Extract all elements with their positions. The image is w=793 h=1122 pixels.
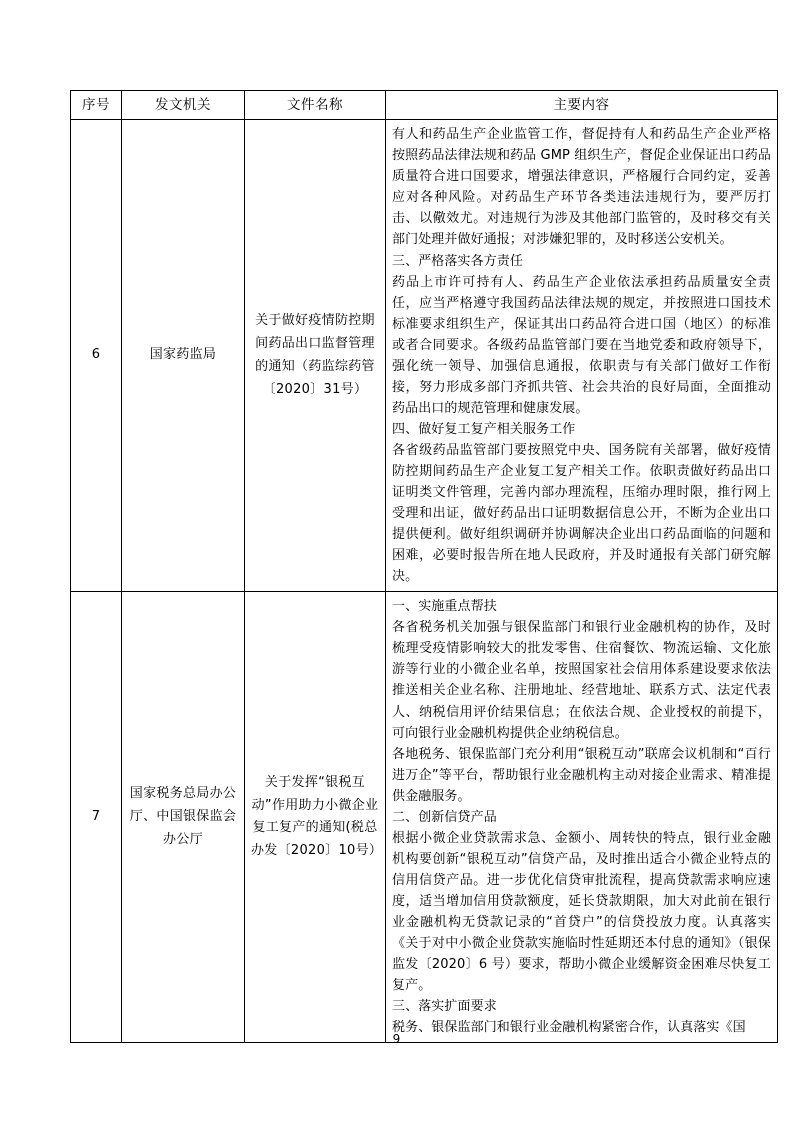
- table-row: [71, 592, 778, 1043]
- header-org: 发文机关: [122, 91, 245, 120]
- content-paragraph: 各省级药品监管部门要按照党中央、国务院有关部署，做好疫情防控期间药品生产企业复工复产相关工作。依职责做好药品出口证明类文件管理，完善内部办理流程，压缩办理时限，推行网上受理和出证，做好药品出口证明数据信息公开，不断为企业出口提供便利。做好组织调研并协调解决企业出口药品面临的问题和困难，必要时报告所在地人民政府，并及时通报有关部门研究解决。: [392, 442, 771, 585]
- row-doc-name: 关于发挥“银税互动”作用助力小微企业复工复产的通知(税总办发〔2020〕10号）: [245, 592, 386, 1043]
- row-org: 国家药监局: [122, 120, 245, 592]
- content-paragraph: 四、做好复工复产相关服务工作: [392, 421, 576, 437]
- table-row: [71, 120, 778, 592]
- content-paragraph: 二、创新信贷产品: [392, 809, 497, 825]
- header-doc-name: 文件名称: [245, 91, 386, 120]
- header-main-content: 主要内容: [386, 91, 778, 120]
- row-seq: 7: [71, 592, 122, 1043]
- content-paragraph: 三、落实扩面要求: [392, 999, 497, 1015]
- row-main-content: [386, 592, 778, 1043]
- content-paragraph: 三、严格落实各方责任: [392, 253, 524, 269]
- header-seq: 序号: [71, 91, 122, 120]
- content-paragraph: 各省税务机关加强与银保监部门和银行业金融机构的协作，及时梳理受疫情影响较大的批发零售、住宿餐饮、物流运输、文化旅游等行业的小微企业名单，按照国家社会信用体系建设要求依法推送相关企业名称、注册地址、经营地址、联系方式、法定代表人、纳税信用评价结果信息；在依法合规、企业授权的前提下，可向银行业金融机构提供企业纳税信息。: [392, 620, 771, 741]
- content-paragraph: 税务、银保监部门和银行业金融机构紧密合作，认真落实《国: [392, 1020, 746, 1036]
- row-main-content: [386, 120, 778, 592]
- row-doc-name: 关于做好疫情防控期间药品出口监督管理的通知（药监综药管〔2020〕31号）: [245, 120, 386, 592]
- page-number: 9: [392, 1032, 401, 1046]
- content-paragraph: 一、实施重点帮扶: [392, 599, 497, 615]
- row-org: 国家税务总局办公厅、中国银保监会办公厅: [122, 592, 245, 1043]
- content-paragraph: 有人和药品生产企业监管工作，督促持有人和药品生产企业严格按照药品法律法规和药品 GMP 组织生产，督促企业保证出口药品质量符合进口国要求，增强法律意识，严格履行合同约定，妥善应对各种风险。对药品生产环节各类违法违规行为，要严厉打击、以儆效尤。对违规行为涉及其他部门监管的，及时移交有关部门处理并做好通报；对涉嫌犯罪的，及时移送公安机关。: [392, 127, 771, 248]
- policy-table: [70, 90, 778, 1043]
- content-paragraph: 各地税务、银保监部门充分利用“银税互动”联席会议机制和“百行进万企”等平台，帮助银行业金融机构主动对接企业需求、精准提供金融服务。: [392, 746, 771, 804]
- content-paragraph: 根据小微企业贷款需求急、金额小、周转快的特点，银行业金融机构要创新“银税互动”信贷产品，及时推出适合小微企业特点的信用信贷产品。进一步优化信贷审批流程，提高贷款需求响应速度，适当增加信用贷款额度，延长贷款期限，加大对此前在银行业金融机构无贷款记录的“首贷户”的信贷投放力度。认真落实《关于对中小微企业贷款实施临时性延期还本付息的通知》（银保监发〔2020〕6 号）要求，帮助小微企业缓解资金困难尽快复工复产。: [392, 830, 771, 994]
- table-header-row: [71, 91, 778, 120]
- content-paragraph: 药品上市许可持有人、药品生产企业依法承担药品质量安全责任，应当严格遵守我国药品法律法规的规定，并按照进口国技术标准要求组织生产，保证其出口药品符合进口国（地区）的标准或者合同要求。各级药品监管部门要在当地党委和政府领导下，强化统一领导、加强信息通报，依职责与有关部门做好工作衔接，努力形成多部门齐抓共管、社会共治的良好局面，全面推动药品出口的规范管理和健康发展。: [392, 274, 771, 416]
- row-seq: 6: [71, 120, 122, 592]
